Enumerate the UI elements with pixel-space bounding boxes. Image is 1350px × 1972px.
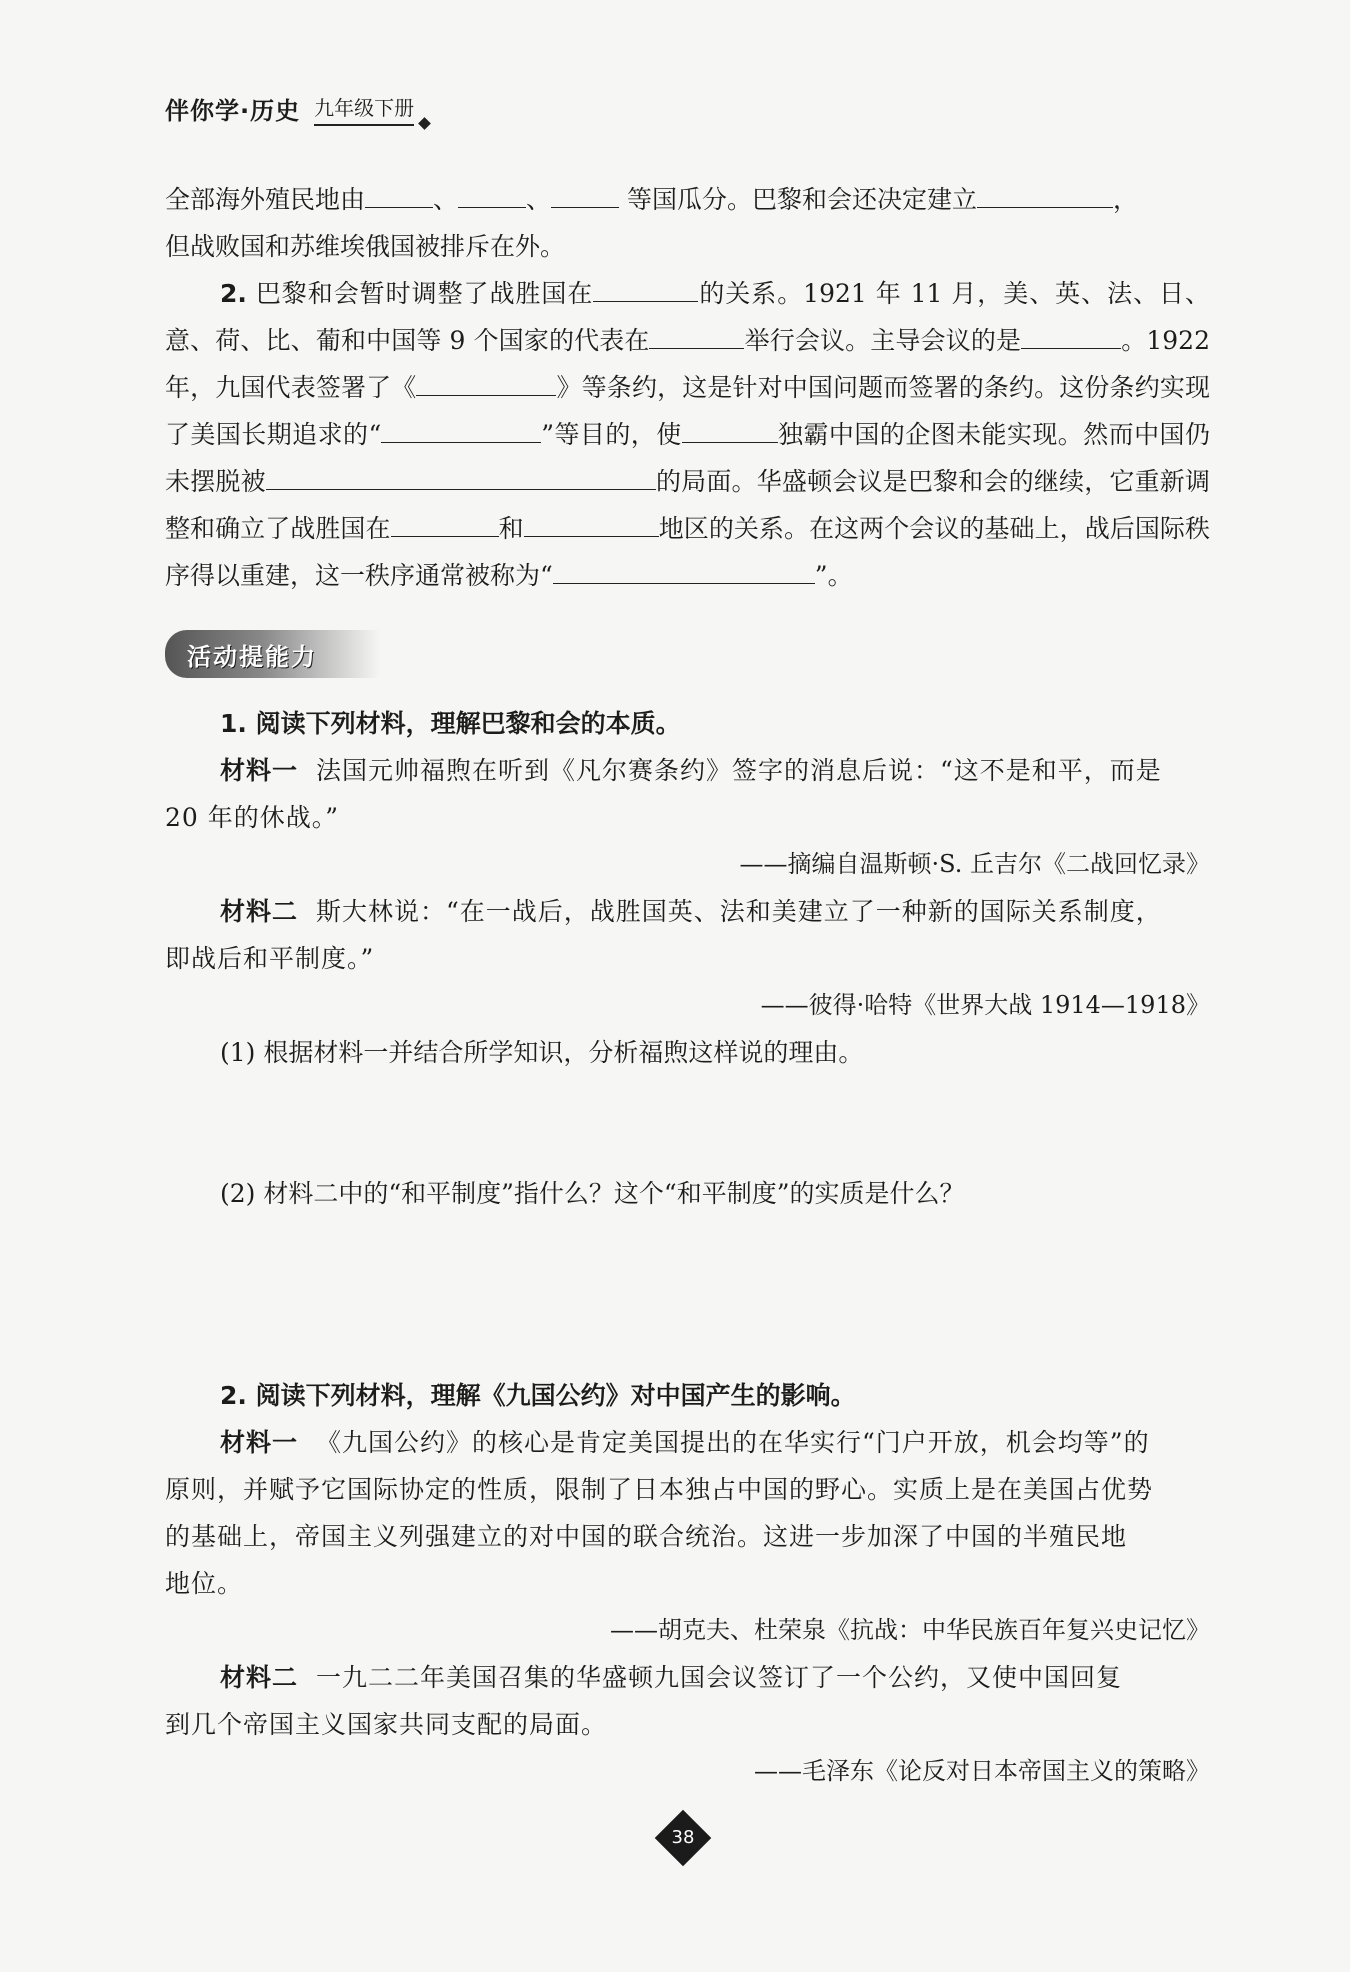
- material-1-line-2: 20 年的休战。”: [165, 803, 340, 832]
- material-2-line-2: 即战后和平制度。”: [165, 944, 375, 973]
- material-label: 材料二: [220, 897, 299, 926]
- header: [165, 86, 429, 126]
- text: ”等目的，使: [541, 420, 682, 449]
- text: 地区的关系。在这两个会: [658, 514, 935, 543]
- text: 议的基础上，战后国际秩序得以重建，这一秩序通常被称为“: [165, 514, 1210, 590]
- material-1-line-2: 原则，并赋予它国际协定的性质，限制了日本独占中国的野心。实质上是在美国占优势: [165, 1475, 1154, 1504]
- text: 一九二二年美国召集的华盛顿九国会议签订了一个公约，又使中国回复: [316, 1663, 1123, 1692]
- text: 。1922: [1121, 326, 1210, 355]
- text: 实现了美国长期追求的“: [165, 373, 1210, 449]
- text: 的继续，它重新调整和确立了战胜国在: [165, 467, 1210, 543]
- activity-banner: [165, 630, 380, 678]
- text: ，: [1113, 185, 1139, 214]
- text: 举行会议。主导会议的是: [744, 326, 1022, 355]
- answer-blank[interactable]: [1021, 322, 1121, 349]
- material-2-line-1: [165, 888, 1210, 935]
- text: 的局面。华盛顿会议是巴黎和会: [655, 467, 1009, 496]
- answer-blank[interactable]: [553, 557, 815, 584]
- question-number: 2.: [220, 279, 247, 308]
- answer-blank[interactable]: [593, 275, 698, 302]
- material-2-source: ——毛泽东《论反对日本帝国主义的策略》: [754, 1757, 1210, 1785]
- answer-blank[interactable]: [977, 181, 1113, 208]
- text: 《九国公约》的核心是肯定美国提出的在华实行“门户开放，机会均等”的: [316, 1428, 1150, 1457]
- answer-blank[interactable]: [551, 181, 619, 208]
- text: 然而中国仍未摆脱被: [165, 420, 1210, 496]
- activity-title: 活动提能力: [187, 642, 317, 671]
- book-brand: 伴你学·历史: [165, 97, 301, 125]
- activity-2: [165, 1372, 1210, 1795]
- material-label: 材料一: [220, 756, 299, 785]
- material-1-line-1: [165, 1419, 1210, 1466]
- answer-blank[interactable]: [458, 181, 526, 208]
- diamond-icon: [418, 117, 431, 130]
- text: 荷、比、葡和中国等 9 个国家的代表在: [215, 326, 650, 355]
- material-2-line-1: [165, 1654, 1210, 1701]
- material-1-line-4: 地位。: [165, 1569, 244, 1598]
- material-1-source: ——胡克夫、杜荣泉《抗战：中华民族百年复兴史记忆》: [610, 1616, 1210, 1644]
- text: 全部海外殖民地由: [165, 185, 366, 214]
- page-number: 38: [671, 1827, 695, 1848]
- text: 和: [498, 514, 524, 543]
- answer-blank[interactable]: [365, 181, 433, 208]
- fill-line-1: [165, 176, 1210, 223]
- fill-in-section: [165, 176, 1210, 599]
- answer-blank[interactable]: [266, 463, 656, 490]
- grade-label: 九年级下册: [314, 92, 414, 126]
- activity-1: [165, 700, 1210, 1217]
- answer-space[interactable]: [165, 1076, 1210, 1170]
- text: 法国元帅福煦在听到《凡尔赛条约》签字的消息后说：“这不是和平，而是: [316, 756, 1162, 785]
- text: 独霸中国的企图未能实现。: [777, 420, 1084, 449]
- text: 的关系。1921 年 11 月，美、英、法、日、意、: [165, 279, 1210, 355]
- text: ”。: [814, 561, 853, 590]
- material-1-line-1: [165, 747, 1210, 794]
- material-1-line-3: 的基础上，帝国主义列强建立的对中国的联合统治。这进一步加深了中国的半殖民地: [165, 1522, 1128, 1551]
- answer-blank[interactable]: [391, 510, 499, 537]
- activity-1-title: 1. 阅读下列材料，理解巴黎和会的本质。: [220, 709, 681, 738]
- answer-blank[interactable]: [416, 369, 556, 396]
- text: 巴黎和会暂时调整了战胜国在: [246, 279, 594, 308]
- material-1-source: ——摘编自温斯顿·S. 丘吉尔《二战回忆录》: [739, 850, 1210, 878]
- material-2-source: ——彼得·哈特《世界大战 1914—1918》: [760, 991, 1210, 1019]
- activity-2-title: 2. 阅读下列材料，理解《九国公约》对中国产生的影响。: [220, 1381, 856, 1410]
- question-1-2: (2) 材料二中的“和平制度”指什么？这个“和平制度”的实质是什么？: [220, 1179, 965, 1208]
- text: 、: [433, 185, 459, 214]
- question-1-1: (1) 根据材料一并结合所学知识，分析福煦这样说的理由。: [220, 1038, 864, 1067]
- text: 斯大林说：“在一战后，战胜国英、法和美建立了一种新的国际关系制度，: [316, 897, 1162, 926]
- text: 》等条约，这是针对中国问题而签署的条约。这份条约: [556, 373, 1160, 402]
- text: 年，九国代表签署了《: [165, 373, 417, 402]
- fill-question-2: [165, 270, 1210, 599]
- material-label: 材料一: [220, 1428, 299, 1457]
- answer-blank[interactable]: [524, 510, 659, 537]
- answer-blank[interactable]: [682, 416, 778, 443]
- text: 、: [526, 185, 552, 214]
- material-2-line-2: 到几个帝国主义国家共同支配的局面。: [165, 1710, 608, 1739]
- material-label: 材料二: [220, 1663, 299, 1692]
- text: 等国瓜分。巴黎和会还决定建立: [619, 185, 977, 214]
- answer-blank[interactable]: [381, 416, 541, 443]
- fill-line-2: 但战败国和苏维埃俄国被排斥在外。: [165, 232, 566, 261]
- answer-blank[interactable]: [649, 322, 744, 349]
